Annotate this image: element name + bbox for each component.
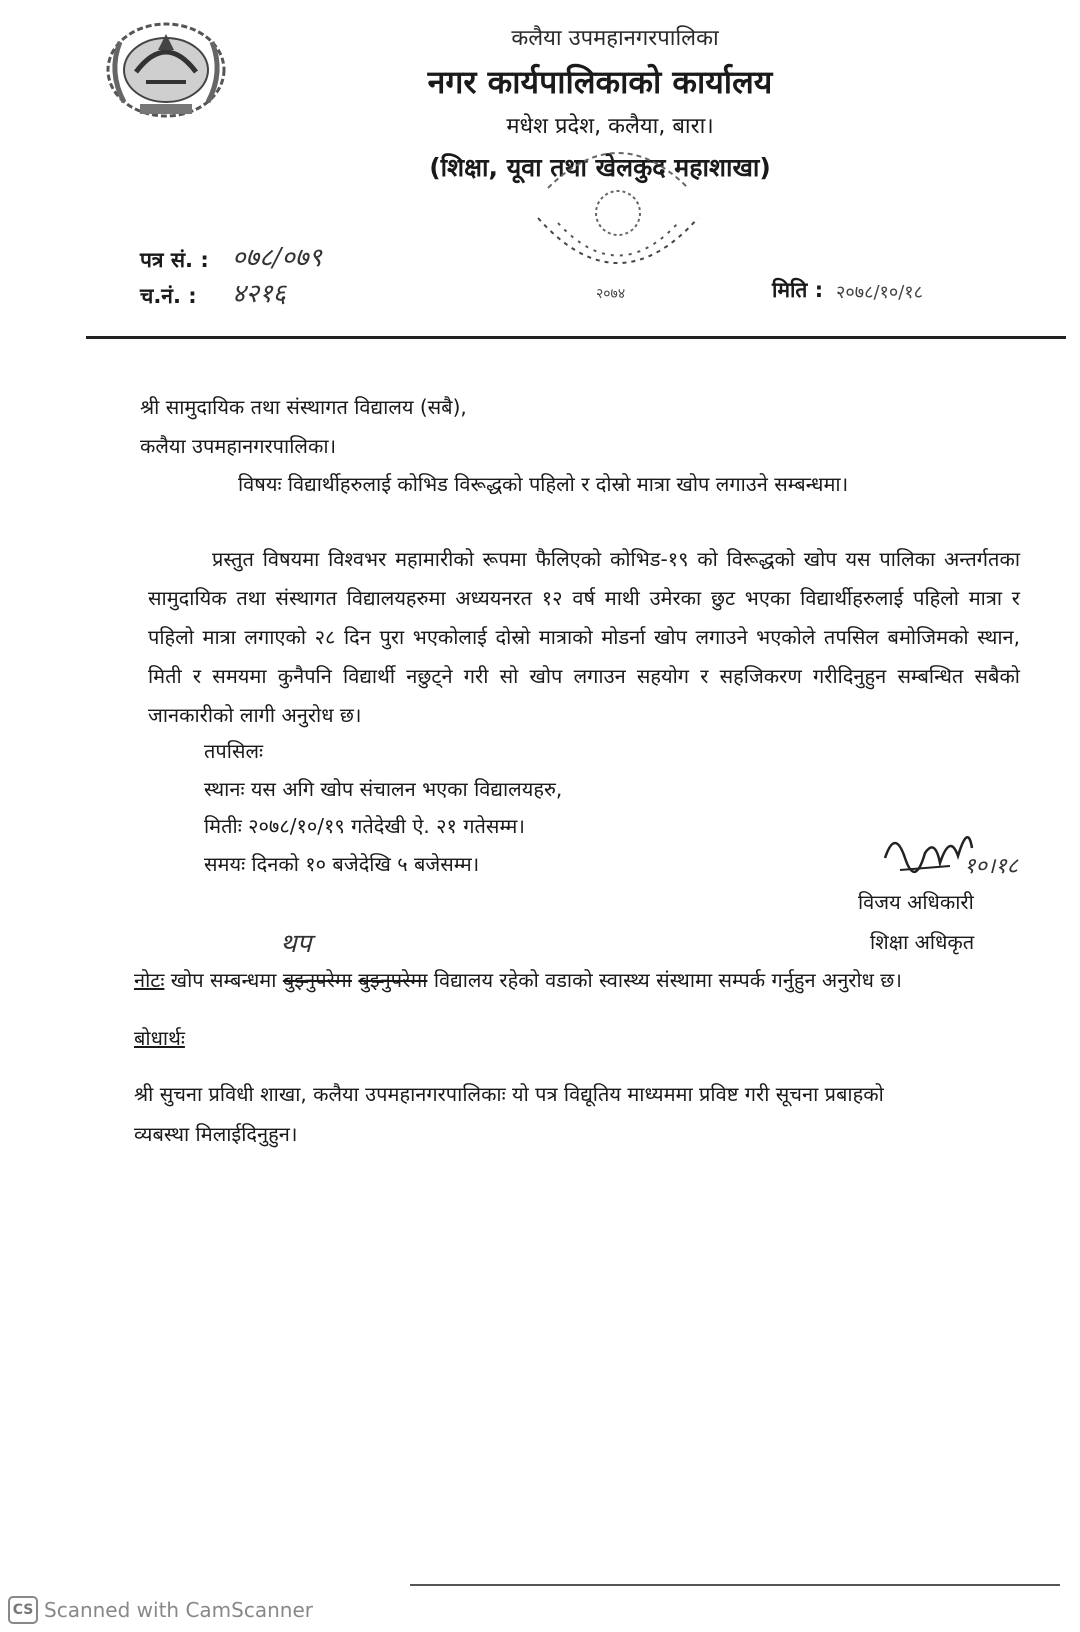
seal-year: २०७४	[596, 286, 626, 302]
cc-text-line-2: व्यबस्था मिलाईदिनुहुन।	[134, 1122, 298, 1146]
note-struck-2: बुझ्नुपरेमा	[358, 968, 428, 992]
signature-date: १०।१८	[964, 854, 1019, 879]
footer-divider	[410, 1584, 1060, 1586]
note-struck-1: बुझ्नुपरेमा	[282, 968, 352, 992]
office-name: नगर कार्यपालिकाको कार्यालय	[427, 63, 773, 101]
municipality-name: कलैया उपमहानगरपालिका	[511, 26, 719, 51]
schedule-place: स्थानः यस अगि खोप संचालन भएका विद्यालयहरु,	[204, 777, 563, 801]
office-seal-stamp	[518, 128, 718, 318]
note-text-2: विद्यालय रहेको वडाको स्वास्थ्य संस्थामा सम्पर्क गर्नुहुन अनुरोध छ।	[433, 968, 902, 992]
note-text-1: खोप सम्बन्धमा	[170, 968, 277, 992]
header-divider	[86, 336, 1066, 339]
ref-number-value: ०७८/०७९	[232, 243, 322, 273]
schedule-heading: तपसिलः	[204, 739, 264, 763]
note-line	[134, 966, 902, 993]
recipient-line-1: श्री सामुदायिक तथा संस्थागत विद्यालय (सबै),	[140, 395, 467, 419]
cc-text-line-1: श्री सुचना प्रविधी शाखा, कलैया उपमहानगरपालिकाः यो पत्र विद्यूतिय माध्यममा प्रविष्ट गरी सूचना प्रबाहको	[134, 1082, 884, 1106]
date-value: २०७८/१०/१८	[836, 282, 924, 303]
dispatch-number-value: ४२१६	[232, 279, 287, 309]
office-address: मधेश प्रदेश, कलैया, बारा।	[506, 114, 714, 139]
note-handwritten-insertion: थप	[280, 929, 312, 959]
camscanner-logo: CS	[8, 1596, 38, 1624]
signatory-title: शिक्षा अधिकृत	[870, 930, 975, 954]
schedule-time: समयः दिनको १० बजेदेखि ५ बजेसम्म।	[204, 852, 480, 876]
schedule-date: मितीः २०७८/१०/१९ गतेदेखी ऐ. २१ गतेसम्म।	[204, 814, 525, 838]
division-name: (शिक्षा, यूवा तथा खेलकुद महाशाखा)	[429, 153, 771, 182]
subject-line: विषयः विद्यार्थीहरुलाई कोभिड विरूद्धको पहिलो र दोस्रो मात्रा खोप लगाउने सम्बन्धमा।	[238, 472, 849, 496]
body-paragraph: प्रस्तुत विषयमा विश्वभर महामारीको रूपमा फैलिएको कोभिड-१९ को विरूद्धको खोप यस पालिका अन्तर्गतका सामुदायिक तथा संस्थागत विद्यालयहरुमा अध्ययनरत १२ वर्ष माथी उमेरका छुट भएका विद्यार्थीहरुलाई पहिलो मात्रा र पहिलो मात्रा लगाएको २८ दिन पुरा भएकोलाई दोस्रो मात्राको मोडर्ना खोप लगाउने भएकोले तपसिल बमोजिमको स्थान, मिती र समयमा कुनैपनि विद्यार्थी नछुट्ने गरी सो खोप लगाउन सहयोग र सहजिकरण गरीदिनुहुन सम्बन्धित सबैको जानकारीको लागी अनुरोध छ।	[148, 547, 1020, 727]
dispatch-number-label: च.नं. :	[140, 284, 197, 308]
ref-number-label: पत्र सं. :	[140, 248, 209, 272]
date-label: मिति :	[772, 278, 824, 302]
recipient-line-2: कलैया उपमहानगरपालिका।	[140, 434, 337, 458]
note-label: नोटः	[134, 968, 165, 992]
cc-label: बोधार्थः	[134, 1026, 185, 1050]
signatory-name: विजय अधिकारी	[858, 890, 974, 914]
camscanner-watermark: Scanned with CamScanner	[44, 1598, 313, 1622]
